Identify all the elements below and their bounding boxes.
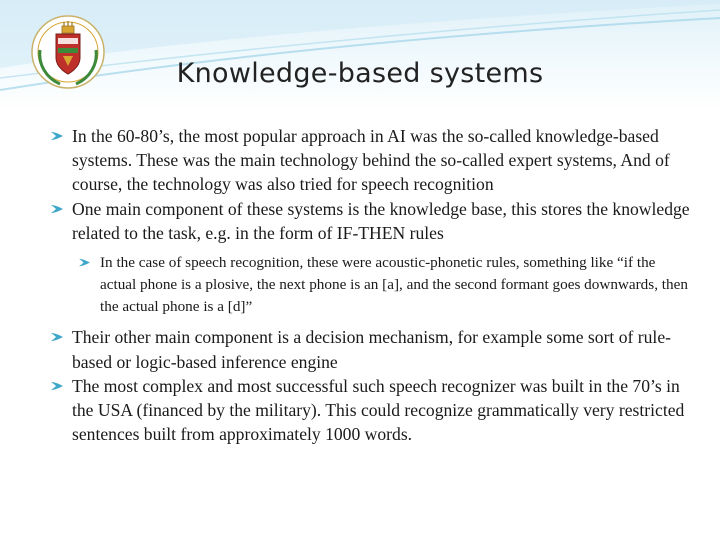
- slide-body: [50, 124, 690, 446]
- bullet-item: [50, 325, 690, 373]
- bullet-item: [50, 124, 690, 197]
- bullet-text: One main component of these systems is the knowledge base, this stores the knowledge related to the task, e.g. in the form of IF-THEN rules: [72, 198, 690, 243]
- arrow-bullet-icon: [50, 331, 64, 343]
- bullet-item: [50, 374, 690, 447]
- bullet-item: [50, 197, 690, 245]
- slide-title: Knowledge-based systems: [176, 58, 544, 89]
- header-swoosh: [0, 0, 720, 110]
- bullet-text: In the 60-80’s, the most popular approach in AI was the so-called knowledge-based systems. These was the main technology behind the so-called expert systems, And of course, the technology was also tried for speech recognition: [72, 126, 670, 195]
- arrow-bullet-icon: [50, 203, 64, 215]
- bullet-text: The most complex and most successful such speech recognizer was built in the 70’s in the USA (financed by the military). This could recognize grammatically very restricted sentences built from approximately 1000 words.: [72, 375, 685, 445]
- arrow-bullet-icon: [50, 380, 64, 392]
- sub-bullet-text: In the case of speech recognition, these were acoustic-phonetic rules, something like “if the actual phone is a plosive, the next phone is an [a], and the second formant goes downwards, then the actual phone is a [d]”: [100, 254, 688, 315]
- sub-bullet-item: [78, 252, 690, 317]
- arrow-bullet-icon: [78, 257, 91, 268]
- bullet-text: Their other main component is a decision mechanism, for example some sort of rule-based or logic-based inference engine: [72, 327, 671, 372]
- arrow-bullet-icon: [50, 130, 64, 142]
